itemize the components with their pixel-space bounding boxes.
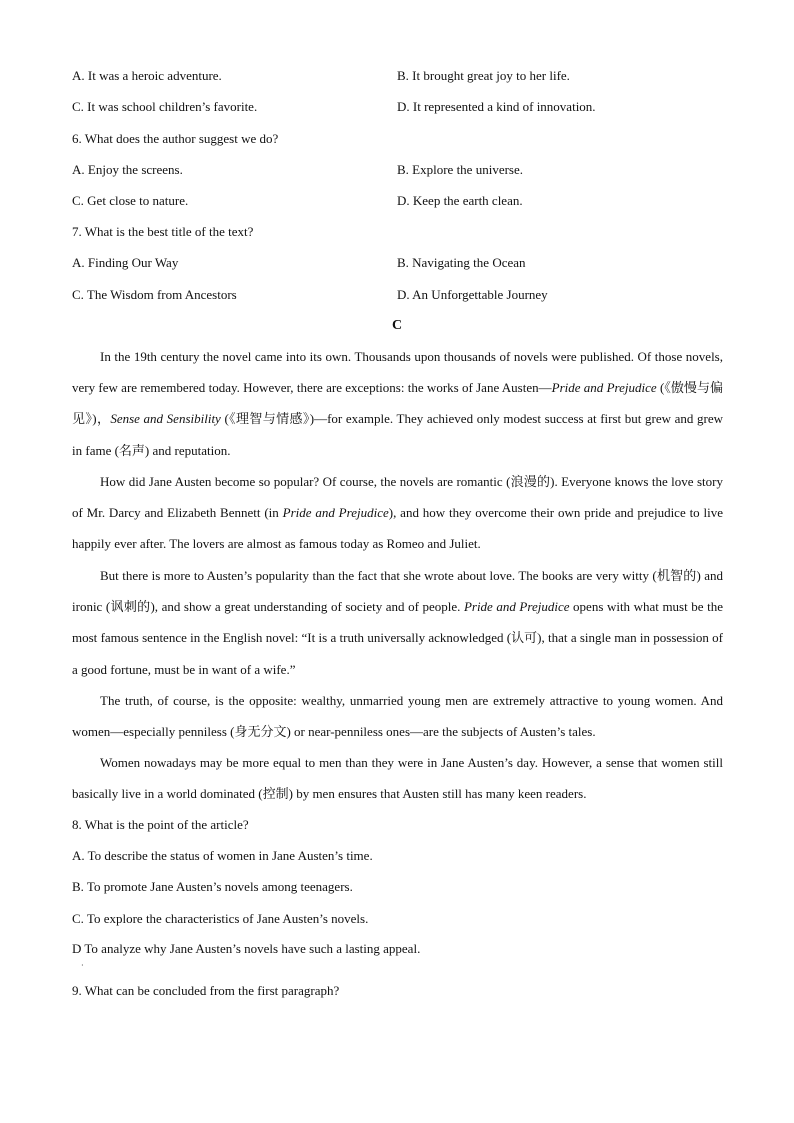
p3-text-1: But there is more to Austen’s popularity than the fact that she wrote about love. The books are very witty (机智的) and ironic (讽刺的), and show a great understanding of society and of people. [72, 568, 723, 615]
q8-option-c: C. To explore the characteristics of Jane Austen’s novels. [72, 911, 369, 926]
passage-paragraph-3 [72, 560, 723, 685]
q6-option-a: A. Enjoy the screens. [72, 162, 183, 177]
stray-dot-mark: · [81, 961, 84, 970]
q8-option-d: D To analyze why Jane Austen’s novels have such a lasting appeal. [72, 941, 421, 956]
q7-option-a: A. Finding Our Way [72, 255, 179, 270]
q5-option-c: C. It was school children’s favorite. [72, 99, 258, 114]
passage-paragraph-5: Women nowadays may be more equal to men than they were in Jane Austen’s day. However, a sense that women still basically live in a world dominated (控制) by men ensures that Austen still has many keen readers. [72, 755, 723, 802]
q7-option-c: C. The Wisdom from Ancestors [72, 287, 237, 302]
q6-option-d: D. Keep the earth clean. [397, 193, 523, 208]
q7-stem: 7. What is the best title of the text? [72, 224, 254, 239]
q6-option-b: B. Explore the universe. [397, 162, 523, 177]
p3-book-title: Pride and Prejudice [463, 599, 570, 615]
q8-option-b: B. To promote Jane Austen’s novels among teenagers. [72, 879, 353, 894]
q6-stem: 6. What does the author suggest we do? [72, 131, 279, 146]
p2-text-2: ), and how they overcome their own pride and prejudice to live happily ever after. The lovers are almost as famous today as Romeo and Juliet. [72, 505, 724, 552]
p1-text-1: In the 19th century the novel came into its own. Thousands upon thousands of novels were published. Of those novels, very few are remembered today. However, there are exceptions: the works of Jane Austen— [72, 349, 723, 396]
q8-option-a: A. To describe the status of women in Jane Austen’s time. [72, 848, 373, 863]
q5-option-a: A. It was a heroic adventure. [72, 68, 222, 83]
passage-paragraph-4: The truth, of course, is the opposite: wealthy, unmarried young men are extremely attractive to young women. And women—especially penniless (身无分文) or near-penniless ones—are the subjects of Austen’s tales. [72, 693, 723, 740]
q7-option-b: B. Navigating the Ocean [397, 255, 526, 270]
p1-book-title-1: Pride and Prejudice [551, 380, 657, 396]
passage-paragraph-2 [72, 466, 723, 560]
p3-text-2: opens with what must be the most famous sentence in the English novel: “It is a truth universally acknowledged (认可), that a single man in possession of a good fortune, must be in want of a wife.” [72, 599, 723, 677]
q6-option-c: C. Get close to nature. [72, 193, 189, 208]
p1-text-2: (《傲慢与偏见》)， [72, 380, 723, 427]
q5-option-b: B. It brought great joy to her life. [397, 68, 570, 83]
p1-text-3: (《理智与情感》)—for example. They achieved only modest success at first but grew and grew in fame (名声) and reputation. [72, 411, 723, 458]
q9-stem: 9. What can be concluded from the first paragraph? [72, 983, 340, 998]
q7-option-d: D. An Unforgettable Journey [397, 287, 548, 302]
p1-book-title-2: Sense and Sensibility [110, 411, 221, 427]
passage-paragraph-1 [72, 341, 723, 466]
q5-option-d: D. It represented a kind of innovation. [397, 99, 596, 114]
p2-book-title: Pride and Prejudice [282, 505, 389, 521]
q8-stem: 8. What is the point of the article? [72, 817, 249, 832]
p2-text-1: How did Jane Austen become so popular? Of course, the novels are romantic (浪漫的). Everyone knows the love story of Mr. Darcy and Elizabeth Bennett (in [72, 474, 723, 521]
section-heading: C [391, 318, 403, 333]
